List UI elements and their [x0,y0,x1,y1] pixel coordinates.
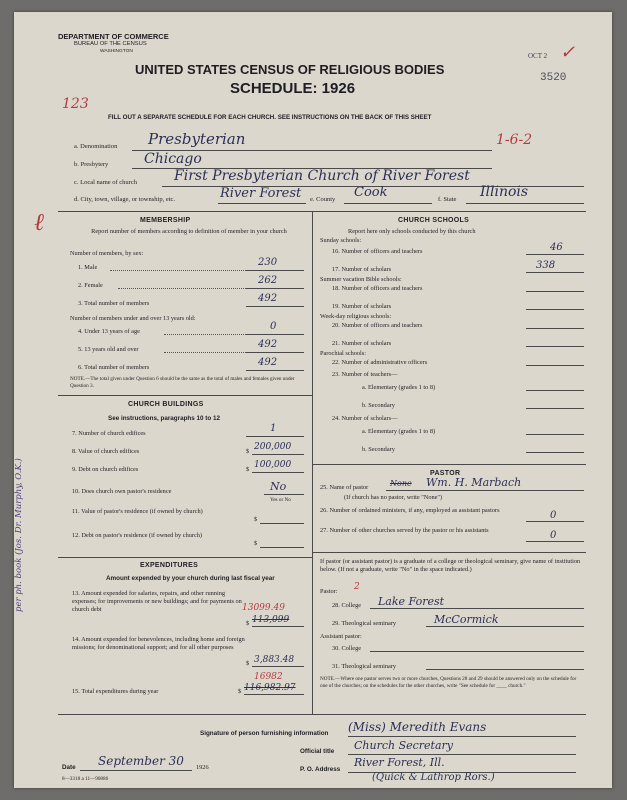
form-number: 8—3318 a 11—90886 [62,776,109,782]
stamp-number: 3520 [540,72,567,84]
denomination-value: Presbyterian [148,130,246,148]
q13-label: 13. Amount expended for salaries, repairs, and other running expenses; for improvements or new buildings; and for payments on church debt [72,590,242,614]
form-subtitle: SCHEDULE: 1926 [230,80,356,97]
q25-struck: None [390,479,412,488]
q29-label: 29. Theological seminary [332,620,397,627]
presbytery-value: Chicago [144,151,202,167]
county-label: e. County [310,196,336,203]
pastor-heading: PASTOR [430,470,461,477]
q4-label: 4. Under 13 years of age [78,328,140,335]
q17-label: 17. Number of scholars [332,266,392,273]
q4-value: 0 [270,321,277,332]
q9-dollar: $ [246,466,250,473]
address-label: P. O. Address [300,766,341,773]
q15-label: 15. Total expenditures during year [72,688,159,695]
q5-label: 5. 13 years old and over [78,346,139,353]
q31-label: 31. Theological seminary [332,663,397,670]
q11-dollar: $ [254,516,258,523]
q15-value: 116,982.97 [244,683,296,693]
pastor-sub-label: Pastor: [320,588,338,595]
q11-label: 11. Value of pastor's residence (if owned by church) [72,508,203,515]
bureau-label: BUREAU OF THE CENSUS [74,41,147,47]
q2-label: 2. Female [78,282,103,289]
q24b-label: b. Secondary [362,446,395,453]
summer-schools-label: Summer vacation Bible schools: [320,276,402,283]
q9-label: 9. Debt on church edifices [72,466,139,473]
q7-label: 7. Number of church edifices [72,430,146,437]
q16-label: 16. Number of officers and teachers [332,248,423,255]
q10-label: 10. Does church own pastor's residence [72,488,172,495]
q25-label: 25. Name of pastor [320,484,369,491]
margin-mark: ℓ [34,208,44,236]
q13-dollar: $ [246,620,250,627]
membership-note: NOTE.—The total given under Question 6 should be the same as the total of males and females given under Question 3. [70,376,295,389]
parochial-schools-label: Parochial schools: [320,350,366,357]
graduate-note: If pastor (or assistant pastor) is a graduate of a college or theological seminary, give name of institution below. (If not a graduate, write "No" in the space indicated.) [320,558,581,573]
q22-label: 22. Number of administrative officers [332,359,428,366]
q20-label: 20. Number of officers and teachers [332,322,423,329]
date-year: 1926 [196,764,209,771]
q8-label: 8. Value of church edifices [72,448,140,455]
q6-label: 6. Total number of members [78,364,150,371]
q28-value: Lake Forest [378,595,445,608]
city-label: WASHINGTON [100,49,133,54]
q18-label: 18. Number of officers and teachers [332,285,423,292]
q26-value: 0 [550,510,557,521]
date-value: September 30 [98,754,184,768]
state-value: Illinois [480,184,529,200]
q29-value: McCormick [434,613,499,626]
official-title-value: Church Secretary [354,739,454,752]
q23b-label: b. Secondary [362,402,395,409]
members-by-sex-label: Number of members, by sex: [70,250,144,257]
q1-value: 230 [258,257,278,268]
q14-label: 14. Amount expended for benevolences, including home and foreign missions; for denominational support; and for all other purposes [72,636,245,652]
q6-value: 492 [258,357,278,368]
q15-dollar: $ [238,688,242,695]
q5-value: 492 [258,339,278,350]
q3-value: 492 [258,293,278,304]
address-value: River Forest, Ill. [354,756,445,769]
form-instruction: FILL OUT A SEPARATE SCHEDULE FOR EACH CHURCH. SEE INSTRUCTIONS ON THE BACK OF THIS SHEET [108,114,432,121]
q24-label: 24. Number of scholars— [332,415,398,422]
pastor-note: NOTE.—Where one pastor serves two or more churches, Questions 28 and 29 should be answered only on the schedule for one of the churches; on the schedules for the other churches, write "See schedule for ____ church." [320,676,577,689]
schools-intro: Report here only schools conducted by this church [348,228,476,235]
q17-value: 338 [536,260,556,271]
q16-value: 46 [550,242,563,253]
q27-label: 27. Number of other churches served by the pastor or his assistants [320,527,489,534]
q26-label: 26. Number of ordained ministers, if any, employed as assistant pastors [320,507,500,514]
form-title: UNITED STATES CENSUS OF RELIGIOUS BODIES [135,62,445,77]
denomination-code: 1-6-2 [496,132,533,148]
state-label: f. State [438,196,457,203]
q25-value: Wm. H. Marbach [426,476,522,489]
q14-dollar: $ [246,660,250,667]
membership-heading: MEMBERSHIP [140,217,191,224]
census-schedule-sheet [14,12,612,788]
q23-label: 23. Number of teachers— [332,371,398,378]
q9-value: 100,000 [254,460,292,470]
q24a-label: a. Elementary (grades 1 to 8) [362,428,436,435]
expenditures-heading: EXPENDITURES [140,562,199,569]
sunday-schools-label: Sunday schools: [320,237,362,244]
q13-value: 113,099 [252,615,290,625]
city-town-label: d. City, town, village, or township, etc. [74,196,176,203]
q14-value: 3,883.48 [254,655,295,665]
local-name-value: First Presbyterian Church of River Forest [174,168,470,184]
schools-heading: CHURCH SCHOOLS [398,217,470,224]
q19-label: 19. Number of scholars [332,303,392,310]
buildings-heading: CHURCH BUILDINGS [128,401,204,408]
q8-dollar: $ [246,448,250,455]
q25-note: (If church has no pastor, write "None") [344,494,443,501]
denomination-label: a. Denomination [74,143,118,150]
q15-value-correction: 16982 [254,672,283,682]
check-mark-icon: ✓ [560,42,576,63]
assistant-pastor-label: Assistant pastor: [320,633,362,640]
q27-value: 0 [550,530,557,541]
presbytery-label: b. Presbytery [74,161,109,168]
q12-label: 12. Debt on pastor's residence (if owned by church) [72,532,203,539]
q10-value: No [270,480,287,493]
q8-value: 200,000 [254,442,292,452]
q1-label: 1. Male [78,264,98,271]
county-value: Cook [354,185,388,200]
expenditures-sub: Amount expended by your church during last fiscal year [106,575,275,582]
address-extra: (Quick & Lathrop Rors.) [372,772,495,783]
signature-value: (Miss) Meredith Evans [348,720,487,734]
q21-label: 21. Number of scholars [332,340,392,347]
q28-label: 28. College [332,602,362,609]
q2-value: 262 [258,275,278,286]
pastor-count-mark: 2 [354,582,360,592]
q30-label: 30. College [332,645,362,652]
department-label: DEPARTMENT OF COMMERCE [58,32,169,41]
margin-note: per ph. book (Jos. Dr. Murphy, O.K.) [14,458,24,612]
stamp-date: OCT 2 [528,52,548,60]
q23a-label: a. Elementary (grades 1 to 8) [362,384,436,391]
membership-intro: Report number of members according to definition of member in your church [91,228,287,235]
age-intro-label: Number of members under and over 13 years old: [70,315,196,322]
buildings-sub: See instructions, paragraphs 10 to 12 [108,415,220,422]
q3-label: 3. Total number of members [78,300,150,307]
date-label: Date [62,764,76,771]
weekday-schools-label: Week-day religious schools: [320,313,392,320]
q13-value-correction: 13099.49 [242,603,285,613]
yes-no-hint: Yes or No [270,497,291,503]
city-town-value: River Forest [220,186,302,201]
q12-dollar: $ [254,540,258,547]
official-title-label: Official title [300,748,335,755]
local-name-label: c. Local name of church [74,179,137,186]
signature-label: Signature of person furnishing information [200,730,329,737]
q7-value: 1 [270,423,277,434]
serial-number: 123 [62,96,89,112]
